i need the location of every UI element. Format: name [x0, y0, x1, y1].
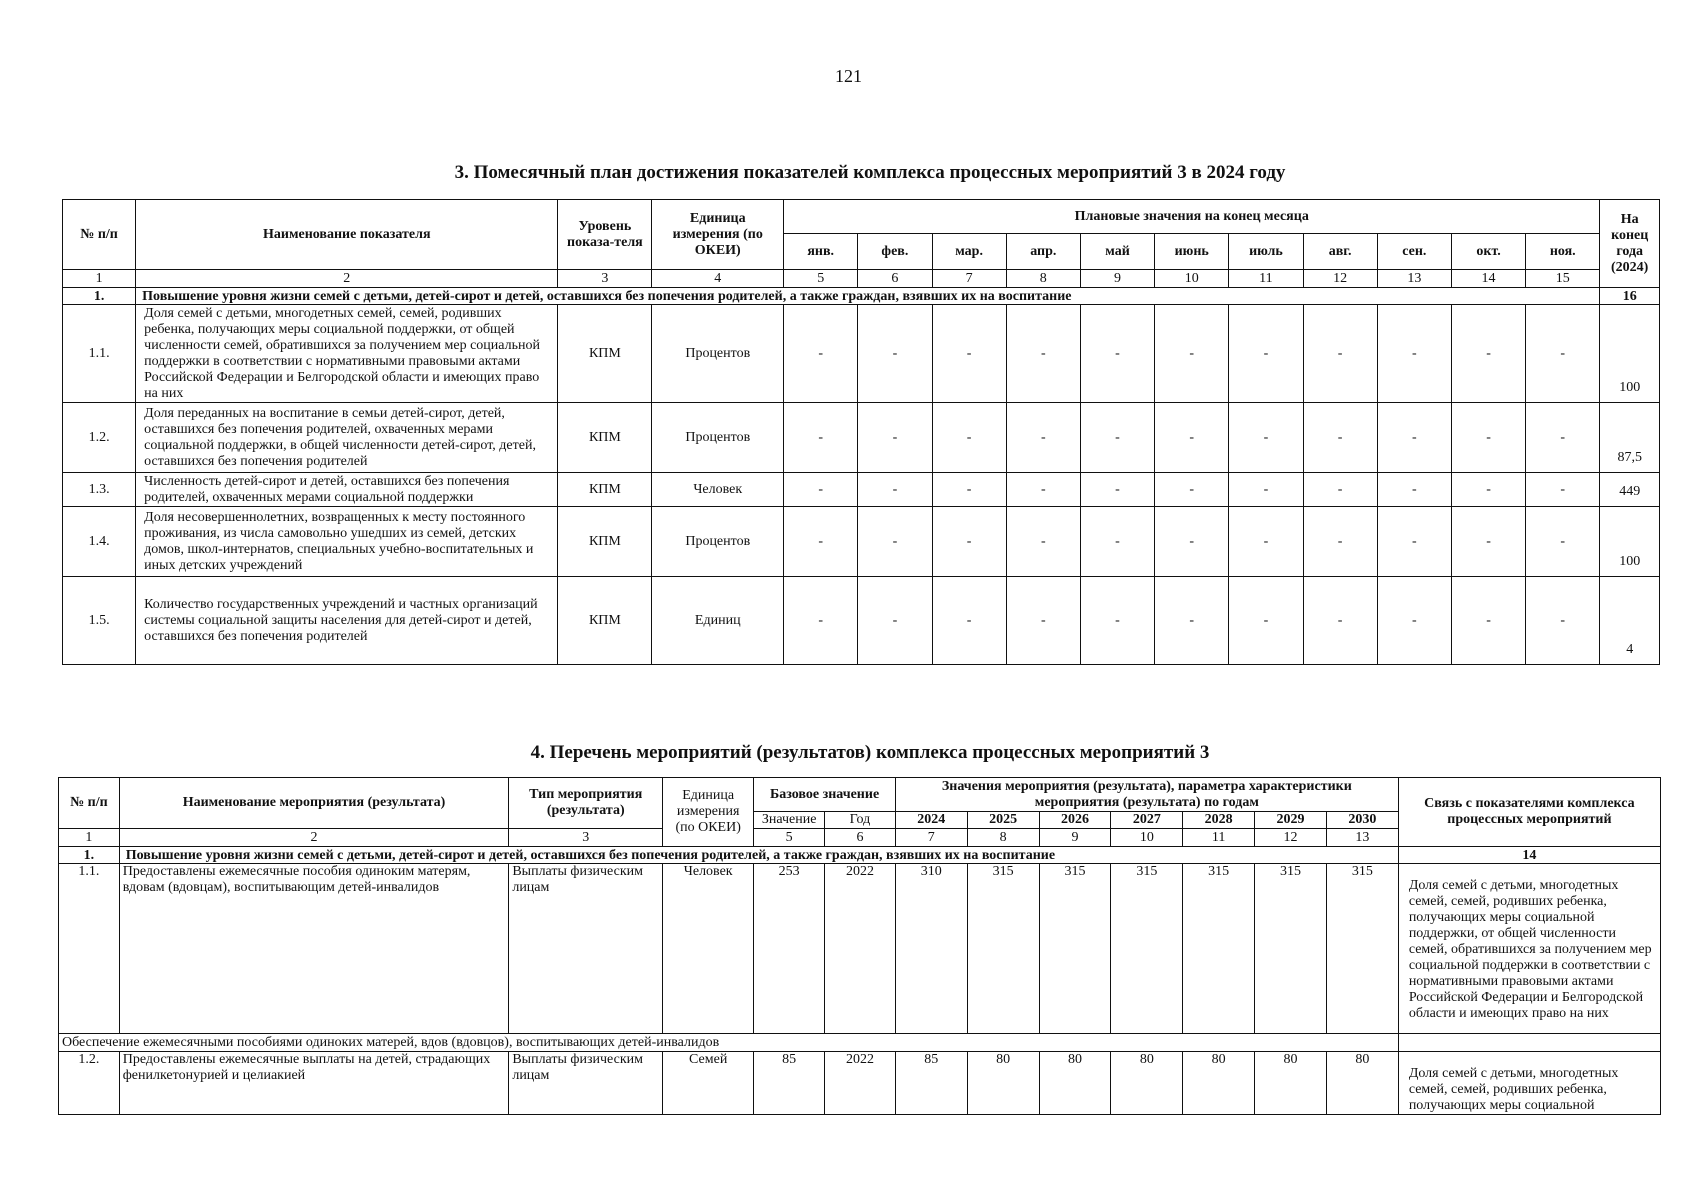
col-number: 13 — [1326, 829, 1398, 847]
month-value: - — [1451, 577, 1525, 665]
month-value: - — [932, 507, 1006, 577]
section-number: 1. — [63, 288, 136, 305]
activity-type: Выплаты физическим лицам — [509, 1052, 663, 1115]
month-value: - — [1303, 305, 1377, 403]
col-number: 10 — [1111, 829, 1183, 847]
indicator-row — [63, 577, 1660, 665]
header-base-value-year: Год — [825, 812, 896, 829]
year-value: 80 — [1111, 1052, 1183, 1115]
header-values-by-year: Значения мероприятия (результата), параметра характеристики мероприятия (результата) по годам — [895, 778, 1398, 812]
month-value: - — [1080, 507, 1154, 577]
month-value: - — [1526, 403, 1600, 473]
activity-unit: Человек — [663, 864, 754, 1034]
row-number: 1.1. — [63, 305, 136, 403]
header-num: № п/п — [59, 778, 120, 829]
indicator-unit: Процентов — [652, 507, 784, 577]
col-number: 6 — [825, 829, 896, 847]
month-value: - — [1229, 403, 1303, 473]
month-value: - — [1155, 473, 1229, 507]
month-value: - — [1526, 305, 1600, 403]
indicator-level: КПМ — [558, 507, 652, 577]
month-value: - — [1229, 473, 1303, 507]
indicator-name: Доля переданных на воспитание в семьи детей-сирот, детей, оставшихся без попечения родителей, охваченных мерами социальной поддержки, в общей численности детей-сирот, детей, оставшихся без попечения родителей — [136, 403, 558, 473]
activity-note-spacer — [1398, 1034, 1660, 1052]
header-base-value-value: Значение — [754, 812, 825, 829]
month-value: - — [784, 507, 858, 577]
activity-row — [59, 1052, 1661, 1115]
header-month: апр. — [1006, 234, 1080, 270]
activity-row — [59, 864, 1661, 1034]
year-end-value: 100 — [1600, 507, 1660, 577]
header-num: № п/п — [63, 200, 136, 270]
activity-type: Выплаты физическим лицам — [509, 864, 663, 1034]
header-month: сен. — [1377, 234, 1451, 270]
year-value: 315 — [1183, 864, 1255, 1034]
month-value: - — [1080, 473, 1154, 507]
year-value: 310 — [895, 864, 967, 1034]
indicator-level: КПМ — [558, 403, 652, 473]
month-value: - — [784, 305, 858, 403]
month-value: - — [1526, 473, 1600, 507]
header-month: авг. — [1303, 234, 1377, 270]
col-number: 1 — [59, 829, 120, 847]
row-number: 1.5. — [63, 577, 136, 665]
linked-indicator: Доля семей с детьми, многодетных семей, семей, родивших ребенка, получающих меры социальной поддержки, от общей численности семей, обратившихся за получением мер социальной поддержки в соответствии с нормативными правовыми актами Российской Федерации и Белгородской области и имеющих право на них — [1398, 864, 1660, 1034]
indicator-row — [63, 473, 1660, 507]
month-value: - — [858, 305, 932, 403]
col-number: 5 — [784, 270, 858, 288]
month-value: - — [1303, 507, 1377, 577]
month-value: - — [1526, 577, 1600, 665]
month-value: - — [784, 473, 858, 507]
header-unit: Единица измерения (по ОКЕИ) — [663, 778, 754, 847]
section-title: Повышение уровня жизни семей с детьми, детей-сирот и детей, оставшихся без попечения родителей, а также граждан, взявших их на воспитание — [119, 847, 1398, 864]
month-value: - — [1006, 403, 1080, 473]
activity-note: Обеспечение ежемесячными пособиями одиноких матерей, вдов (вдовцов), воспитывающих детей-инвалидов — [59, 1034, 1399, 1052]
row-number: 1.2. — [59, 1052, 120, 1115]
col-number: 12 — [1255, 829, 1327, 847]
col-number: 3 — [558, 270, 652, 288]
month-value: - — [1155, 305, 1229, 403]
month-value: - — [1377, 403, 1451, 473]
col-number: 13 — [1377, 270, 1451, 288]
activity-name: Предоставлены ежемесячные выплаты на детей, страдающих фенилкетонурией и целиакией — [119, 1052, 509, 1115]
header-year: 2027 — [1111, 812, 1183, 829]
year-value: 315 — [1326, 864, 1398, 1034]
month-value: - — [858, 473, 932, 507]
indicator-row — [63, 507, 1660, 577]
year-value: 315 — [1039, 864, 1111, 1034]
col-number: 16 — [1600, 288, 1660, 305]
indicator-row — [63, 305, 1660, 403]
indicator-level: КПМ — [558, 305, 652, 403]
header-month: окт. — [1451, 234, 1525, 270]
indicator-row — [63, 403, 1660, 473]
header-month: июль — [1229, 234, 1303, 270]
header-year: 2026 — [1039, 812, 1111, 829]
year-end-value: 100 — [1600, 305, 1660, 403]
header-month: июнь — [1155, 234, 1229, 270]
year-value: 315 — [1255, 864, 1327, 1034]
month-value: - — [1451, 473, 1525, 507]
activity-note-row — [59, 1034, 1661, 1052]
header-month: фев. — [858, 234, 932, 270]
header-month: ноя. — [1526, 234, 1600, 270]
activities-list-table — [58, 777, 1661, 1115]
table1-title: 3. Помесячный план достижения показателей комплекса процессных мероприятий 3 в 2024 году — [454, 162, 1286, 183]
month-value: - — [1080, 403, 1154, 473]
header-unit: Единица измерения (по ОКЕИ) — [652, 200, 784, 270]
base-year: 2022 — [825, 1052, 896, 1115]
header-year: 2028 — [1183, 812, 1255, 829]
month-value: - — [932, 305, 1006, 403]
col-number: 7 — [895, 829, 967, 847]
header-month: май — [1080, 234, 1154, 270]
month-value: - — [1006, 473, 1080, 507]
col-number: 3 — [509, 829, 663, 847]
month-value: - — [1451, 403, 1525, 473]
row-number: 1.1. — [59, 864, 120, 1034]
month-value: - — [932, 403, 1006, 473]
header-planned-values: Плановые значения на конец месяца — [784, 200, 1600, 234]
table2-title: 4. Перечень мероприятий (результатов) комплекса процессных мероприятий 3 — [530, 742, 1210, 763]
indicator-name: Численность детей-сирот и детей, оставшихся без попечения родителей, охваченных мерами социальной поддержки — [136, 473, 558, 507]
month-value: - — [1377, 577, 1451, 665]
col-number: 11 — [1229, 270, 1303, 288]
month-value: - — [1229, 305, 1303, 403]
col-number: 9 — [1039, 829, 1111, 847]
activity-unit: Семей — [663, 1052, 754, 1115]
col-number: 7 — [932, 270, 1006, 288]
col-number: 5 — [754, 829, 825, 847]
section-title: Повышение уровня жизни семей с детьми, детей-сирот и детей, оставшихся без попечения родителей, а также граждан, взявших их на воспитание — [136, 288, 1600, 305]
base-value: 253 — [754, 864, 825, 1034]
header-year-end: На конец года (2024) — [1600, 200, 1660, 288]
month-value: - — [858, 577, 932, 665]
month-value: - — [1006, 305, 1080, 403]
header-year: 2030 — [1326, 812, 1398, 829]
year-value: 80 — [1255, 1052, 1327, 1115]
header-year: 2029 — [1255, 812, 1327, 829]
page-number: 121 — [835, 66, 862, 86]
month-value: - — [1377, 507, 1451, 577]
month-value: - — [1526, 507, 1600, 577]
col-number: 4 — [652, 270, 784, 288]
month-value: - — [932, 473, 1006, 507]
year-value: 80 — [1326, 1052, 1398, 1115]
month-value: - — [1229, 507, 1303, 577]
indicator-unit: Единиц — [652, 577, 784, 665]
month-value: - — [1080, 305, 1154, 403]
month-value: - — [1155, 577, 1229, 665]
month-value: - — [1080, 577, 1154, 665]
header-base-value: Базовое значение — [754, 778, 896, 812]
month-value: - — [784, 403, 858, 473]
col-number: 6 — [858, 270, 932, 288]
header-month: янв. — [784, 234, 858, 270]
month-value: - — [1303, 473, 1377, 507]
linked-indicator: Доля семей с детьми, многодетных семей, семей, родивших ребенка, получающих меры социальной — [1398, 1052, 1660, 1115]
indicator-level: КПМ — [558, 473, 652, 507]
base-year: 2022 — [825, 864, 896, 1034]
month-value: - — [1451, 507, 1525, 577]
header-level: Уровень показа-теля — [558, 200, 652, 270]
month-value: - — [784, 577, 858, 665]
col-number: 8 — [1006, 270, 1080, 288]
activity-name: Предоставлены ежемесячные пособия одиноким матерям, вдовам (вдовцам), воспитывающим детей-инвалидов — [119, 864, 509, 1034]
col-number: 8 — [967, 829, 1039, 847]
row-number: 1.3. — [63, 473, 136, 507]
month-value: - — [858, 403, 932, 473]
header-month: мар. — [932, 234, 1006, 270]
col-number: 2 — [136, 270, 558, 288]
year-value: 80 — [1183, 1052, 1255, 1115]
indicator-level: КПМ — [558, 577, 652, 665]
month-value: - — [1377, 305, 1451, 403]
year-value: 315 — [967, 864, 1039, 1034]
year-end-value: 4 — [1600, 577, 1660, 665]
year-value: 80 — [967, 1052, 1039, 1115]
indicator-unit: Процентов — [652, 403, 784, 473]
year-value: 315 — [1111, 864, 1183, 1034]
header-year: 2025 — [967, 812, 1039, 829]
month-value: - — [858, 507, 932, 577]
indicator-unit: Человек — [652, 473, 784, 507]
col-number: 11 — [1183, 829, 1255, 847]
col-number: 9 — [1080, 270, 1154, 288]
row-number: 1.4. — [63, 507, 136, 577]
col-number: 12 — [1303, 270, 1377, 288]
col-number: 15 — [1526, 270, 1600, 288]
col-number: 14 — [1451, 270, 1525, 288]
year-value: 80 — [1039, 1052, 1111, 1115]
col-number: 14 — [1398, 847, 1660, 864]
header-link: Связь с показателями комплекса процессных мероприятий — [1398, 778, 1660, 847]
header-year: 2024 — [895, 812, 967, 829]
month-value: - — [1377, 473, 1451, 507]
month-value: - — [1155, 507, 1229, 577]
month-value: - — [1155, 403, 1229, 473]
year-end-value: 87,5 — [1600, 403, 1660, 473]
month-value: - — [1006, 507, 1080, 577]
indicator-name: Доля семей с детьми, многодетных семей, семей, родивших ребенка, получающих меры социальной поддержки, от общей численности семей, обратившихся за получением мер социальной поддержки в соответствии с нормативными правовыми актами Российской Федерации и Белгородской области и имеющих право на них — [136, 305, 558, 403]
row-number: 1.2. — [63, 403, 136, 473]
header-activity-type: Тип мероприятия (результата) — [509, 778, 663, 829]
indicator-name: Количество государственных учреждений и частных организаций системы социальной защиты населения для детей-сирот и детей, оставшихся без попечения родителей — [136, 577, 558, 665]
section-number: 1. — [59, 847, 120, 864]
month-value: - — [932, 577, 1006, 665]
indicator-unit: Процентов — [652, 305, 784, 403]
base-value: 85 — [754, 1052, 825, 1115]
indicator-name: Доля несовершеннолетних, возвращенных к месту постоянного проживания, из числа самовольно ушедших из семей, детских домов, школ-интернатов, специальных учебно-воспитательных и иных детских учреждений — [136, 507, 558, 577]
month-value: - — [1303, 577, 1377, 665]
month-value: - — [1303, 403, 1377, 473]
col-number: 1 — [63, 270, 136, 288]
month-value: - — [1006, 577, 1080, 665]
col-number: 10 — [1155, 270, 1229, 288]
month-value: - — [1229, 577, 1303, 665]
col-number: 2 — [119, 829, 509, 847]
monthly-plan-table — [62, 199, 1660, 665]
header-indicator-name: Наименование показателя — [136, 200, 558, 270]
year-end-value: 449 — [1600, 473, 1660, 507]
month-value: - — [1451, 305, 1525, 403]
header-activity-name: Наименование мероприятия (результата) — [119, 778, 509, 829]
year-value: 85 — [895, 1052, 967, 1115]
